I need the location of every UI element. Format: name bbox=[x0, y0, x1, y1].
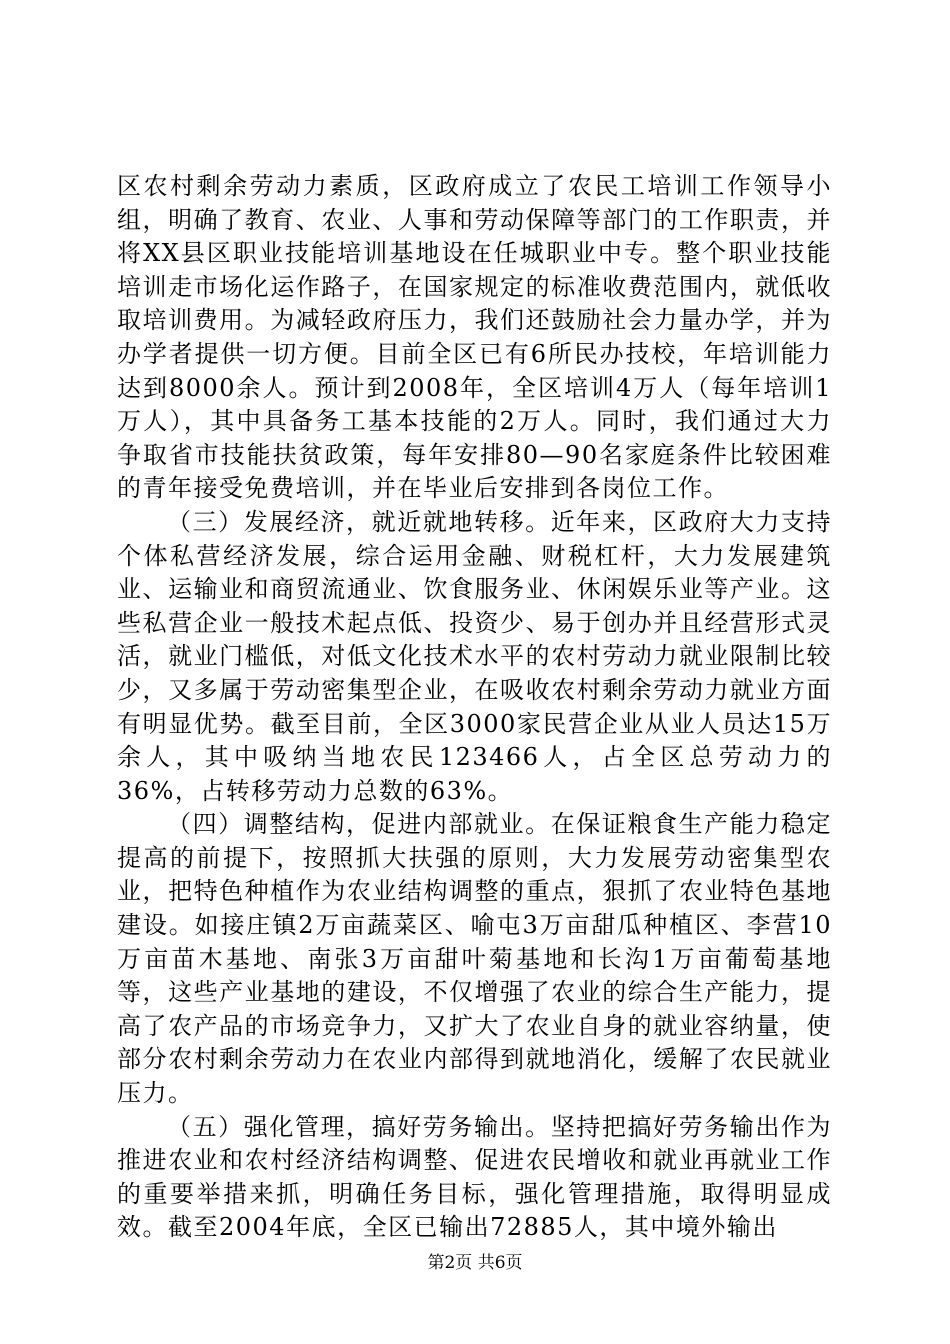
paragraph-section-3: （三）发展经济，就近就地转移。近年来，区政府大力支持个体私营经济发展，综合运用金融、财税杠杆，大力发展建筑业、运输业和商贸流通业、饮食服务业、休闲娱乐业等产业。这些私营企业一般技术起点低、投资少、易于创办并且经营形式灵活，就业门槛低，对低文化技术水平的农村劳动力就业限制比较少，又多属于劳动密集型企业，在吸收农村剩余劳动力就业方面有明显优势。截至目前，全区3000家民营企业从业人员达15万余人，其中吸纳当地农民123466人，占全区总劳动力的36%，占转移劳动力总数的63%。 bbox=[117, 507, 832, 805]
document-body bbox=[117, 170, 832, 1245]
paragraph-section-4: （四）调整结构，促进内部就业。在保证粮食生产能力稳定提高的前提下，按照抓大扶强的原则，大力发展劳动密集型农业，把特色种植作为农业结构调整的重点，狠抓了农业特色基地建设。如接庄镇2万亩蔬菜区、喻屯3万亩甜瓜种植区、李营10万亩苗木基地、南张3万亩甜叶菊基地和长沟1万亩葡萄基地等，这些产业基地的建设，不仅增强了农业的综合生产能力，提高了农产品的市场竞争力，又扩大了农业自身的就业容纳量，使部分农村剩余劳动力在农业内部得到就地消化，缓解了农民就业压力。 bbox=[117, 810, 832, 1108]
page-number-footer: 第2页 共6页 bbox=[427, 1253, 523, 1273]
paragraph-section-5: （五）强化管理，搞好劳务输出。坚持把搞好劳务输出作为推进农业和农村经济结构调整、促进农民增收和就业再就业工作的重要举措来抓，明确任务目标，强化管理措施，取得明显成效。截至2004年底，全区已输出72885人，其中境外输出 bbox=[117, 1112, 832, 1242]
paragraph-training: 区农村剩余劳动力素质，区政府成立了农民工培训工作领导小组，明确了教育、农业、人事和劳动保障等部门的工作职责，并将XX县区职业技能培训基地设在任城职业中专。整个职业技能培训走市场化运作路子，在国家规定的标准收费范围内，就低收取培训费用。为减轻政府压力，我们还鼓励社会力量办学，并为办学者提供一切方便。目前全区已有6所民办技校，年培训能力达到8000余人。预计到2008年，全区培训4万人（每年培训1万人），其中具备务工基本技能的2万人。同时，我们通过大力争取省市技能扶贫政策，每年安排80—90名家庭条件比较困难的青年接受免费培训，并在毕业后安排到各岗位工作。 bbox=[117, 172, 832, 503]
